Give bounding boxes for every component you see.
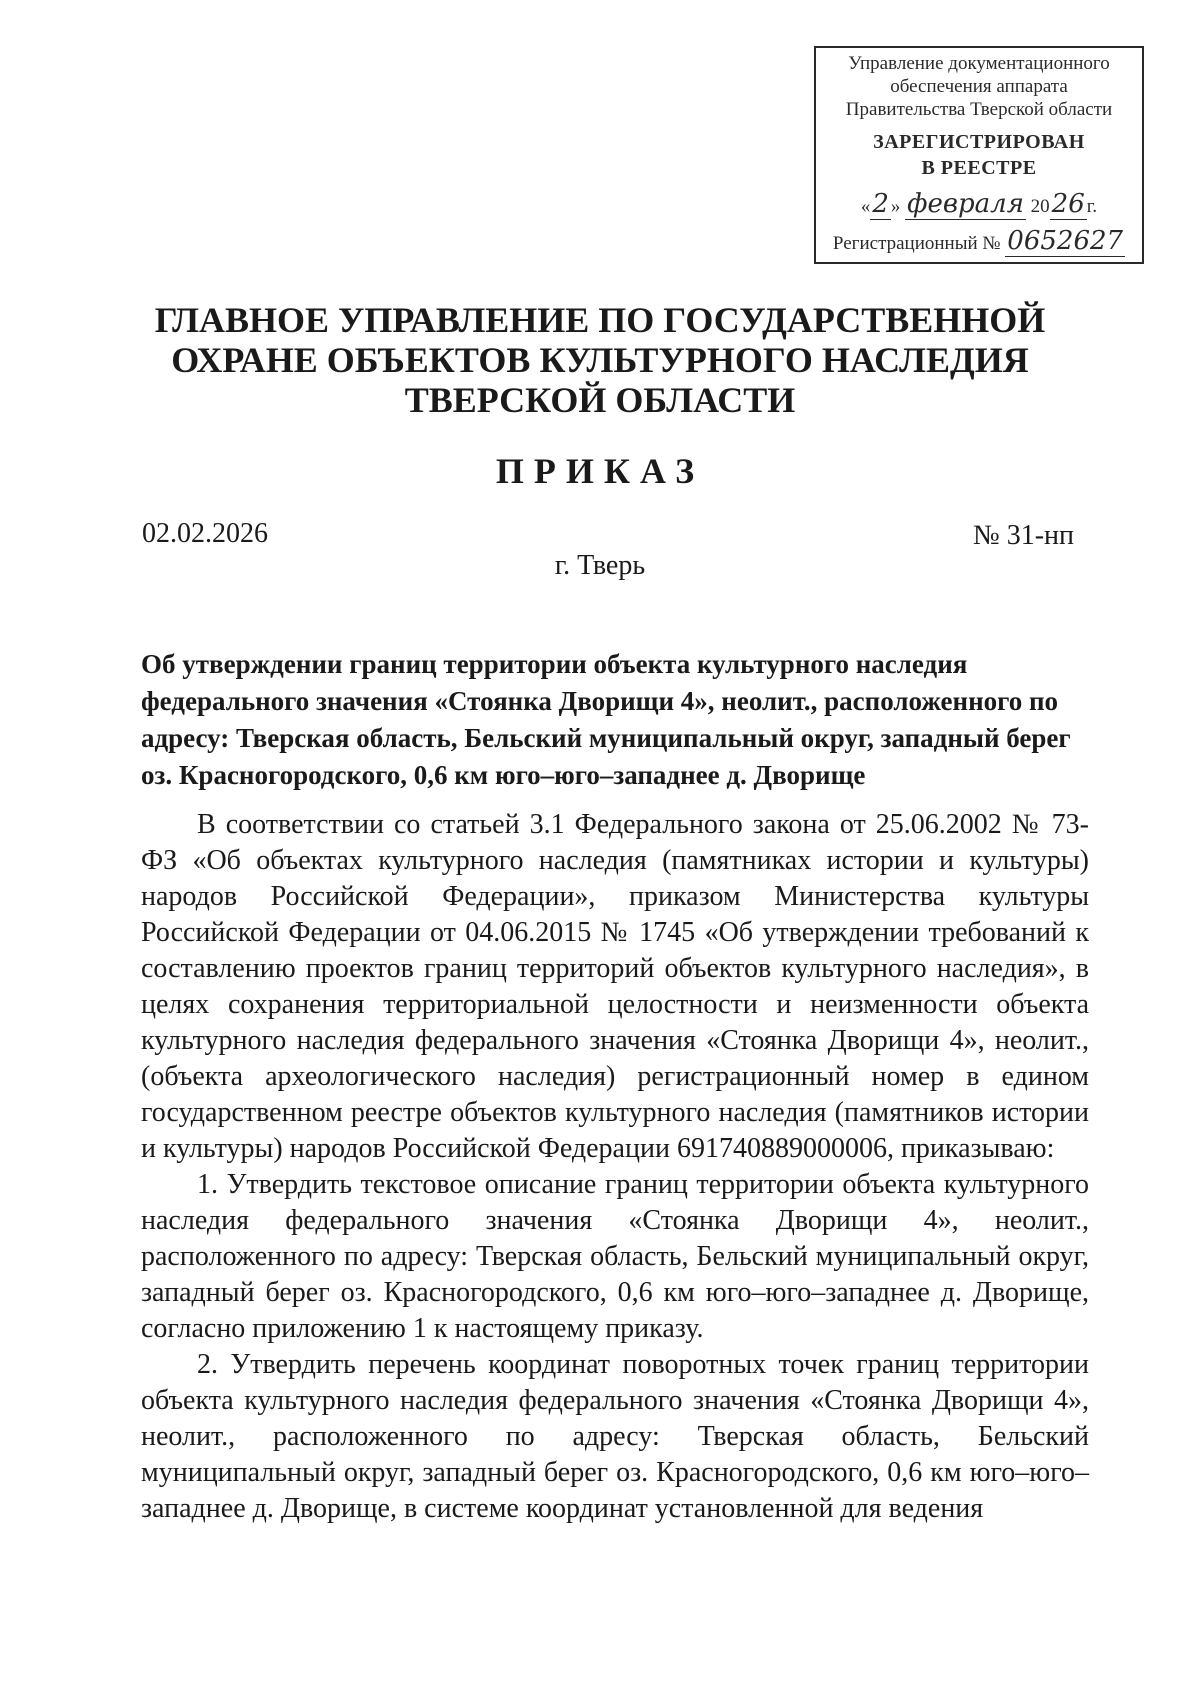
- registration-stamp: [814, 46, 1144, 264]
- document-type: ПРИКАЗ: [495, 451, 705, 491]
- stamp-date-day: 2: [872, 189, 889, 219]
- body-item-2: 2. Утвердить перечень координат поворотных точек границ территории объекта культурного наследия федерального значения «Стоянка Дворищи 4», неолит., расположенного по адресу: Тверская область, Бельский муниципальный округ, западный берег оз. Красногородского, 0,6 км юго–юго–западнее д. Дворище, в системе координат установленной для ведения: [141, 1349, 1089, 1524]
- stamp-org-line-3: Правительства Тверской области: [845, 99, 1113, 120]
- document-city: г. Тверь: [554, 550, 646, 581]
- stamp-reg-number: 0652627: [1007, 226, 1124, 256]
- stamp-reg-label: Регистрационный №: [832, 233, 1001, 254]
- stamp-date-year-prefix: 20: [1030, 196, 1050, 217]
- stamp-registered-line-2: В РЕЕСТРЕ: [921, 157, 1037, 179]
- stamp-date-close-quote: »: [890, 196, 901, 217]
- stamp-date-year-end: г.: [1086, 196, 1098, 217]
- document-number: № 31-нп: [972, 520, 1074, 551]
- stamp-date-year-suffix: 26: [1051, 189, 1085, 219]
- stamp-date: [816, 189, 1142, 222]
- agency-title-line-1: ГЛАВНОЕ УПРАВЛЕНИЕ ПО ГОСУДАРСТВЕННОЙ: [154, 300, 1046, 340]
- body-preamble: В соответствии со статьей 3.1 Федерального закона от 25.06.2002 № 73-ФЗ «Об объектах культурного наследия (памятниках истории и культуры) народов Российской Федерации», приказом Министерства культуры Российской Федерации от 04.06.2015 № 1745 «Об утверждении требований к составлению проектов границ территорий объектов культурного наследия», в целях сохранения территориальной целостности и неизменности объекта культурного наследия федерального значения «Стоянка Дворищи 4», неолит., (объекта археологического наследия) регистрационный номер в едином государственном реестре объектов культурного наследия (памятников истории и культуры) народов Российской Федерации 691740889000006, приказываю:: [141, 809, 1089, 1164]
- stamp-registration-number: [816, 226, 1142, 259]
- body-item-1: 1. Утвердить текстовое описание границ территории объекта культурного наследия федерального значения «Стоянка Дворищи 4», неолит., расположенного по адресу: Тверская область, Бельский муниципальный округ, западный берег оз. Красногородского, 0,6 км юго–юго–западнее д. Дворище, согласно приложению 1 к настоящему приказу.: [141, 1169, 1089, 1344]
- stamp-org-line-2: обеспечения аппарата: [890, 76, 1068, 97]
- stamp-date-month: февраля: [907, 189, 1024, 219]
- stamp-org-line-1: Управление документационного: [848, 53, 1110, 74]
- stamp-date-open-quote: «: [860, 196, 871, 217]
- stamp-registered-line-1: ЗАРЕГИСТРИРОВАН: [873, 131, 1085, 153]
- agency-title: [100, 300, 1100, 420]
- document-date: 02.02.2026: [142, 518, 268, 549]
- agency-title-line-2: ОХРАНЕ ОБЪЕКТОВ КУЛЬТУРНОГО НАСЛЕДИЯ: [171, 340, 1029, 380]
- document-subject: Об утверждении границ территории объекта культурного наследия федерального значения «Стоянка Дворищи 4», неолит., расположенного по адресу: Тверская область, Бельский муниципальный округ, западный берег оз. Красногородского, 0,6 км юго–юго–западнее д. Дворище: [141, 649, 1071, 790]
- document-body: [141, 807, 1089, 1527]
- agency-title-line-3: ТВЕРСКОЙ ОБЛАСТИ: [404, 380, 796, 420]
